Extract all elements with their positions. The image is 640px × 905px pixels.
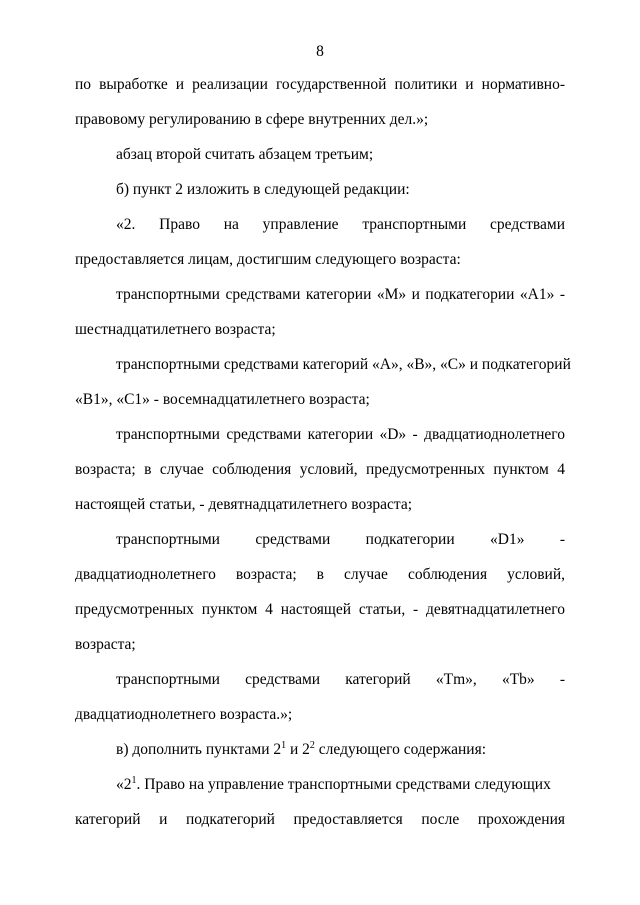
text-line: шестнадцатилетнего возраста; [75,321,276,338]
text-line-supplement [116,741,565,759]
text-line: транспортными средствами подкатегории «D1» - [116,531,565,548]
text-line: б) пункт 2 изложить в следующей редакции: [116,181,410,198]
text-line: настоящей статьи, - девятнадцатилетнего возраста; [75,496,413,513]
text-line: по выработке и реализации государственной политики и нормативно- [75,76,565,93]
text-line: предоставляется лицам, достигшим следующего возраста: [75,251,461,268]
text-segment: . Право на управление транспортными средствами следующих [136,776,551,793]
text-line: «B1», «C1» - восемнадцатилетнего возраста; [75,391,370,408]
text-segment: и 2 [286,741,310,758]
text-line: транспортными средствами категорий «A», «B», «C» и подкатегорий [116,356,571,373]
text-segment: «2 [116,776,132,793]
text-line: «2. Право на управление транспортными средствами [116,216,565,233]
page-number: 8 [316,43,324,60]
text-line: возраста; [75,636,136,653]
text-line: правовому регулированию в сфере внутренних дел.»; [75,111,429,128]
text-line-new-clause [116,776,565,794]
superscript: 2 [309,740,315,751]
superscript: 1 [131,775,137,786]
text-line: транспортными средствами категории «M» и подкатегории «A1» - [116,286,565,303]
text-line: категорий и подкатегорий предоставляется после прохождения [75,811,565,828]
text-line: транспортными средствами категорий «Tm», «Tb» - [116,671,565,688]
superscript: 1 [281,740,287,751]
text-line: возраста; в случае соблюдения условий, предусмотренных пунктом 4 [75,461,565,478]
text-line: предусмотренных пунктом 4 настоящей статьи, - девятнадцатилетнего [75,601,565,618]
text-line: абзац второй считать абзацем третьим; [116,146,374,163]
text-line: двадцатиоднолетнего возраста; в случае соблюдения условий, [75,566,565,583]
text-line: двадцатиоднолетнего возраста.»; [75,706,293,723]
text-line: транспортными средствами категории «D» - двадцатиоднолетнего [116,426,565,443]
text-segment: следующего содержания: [314,741,487,758]
text-segment: в) дополнить пунктами 2 [116,741,282,758]
